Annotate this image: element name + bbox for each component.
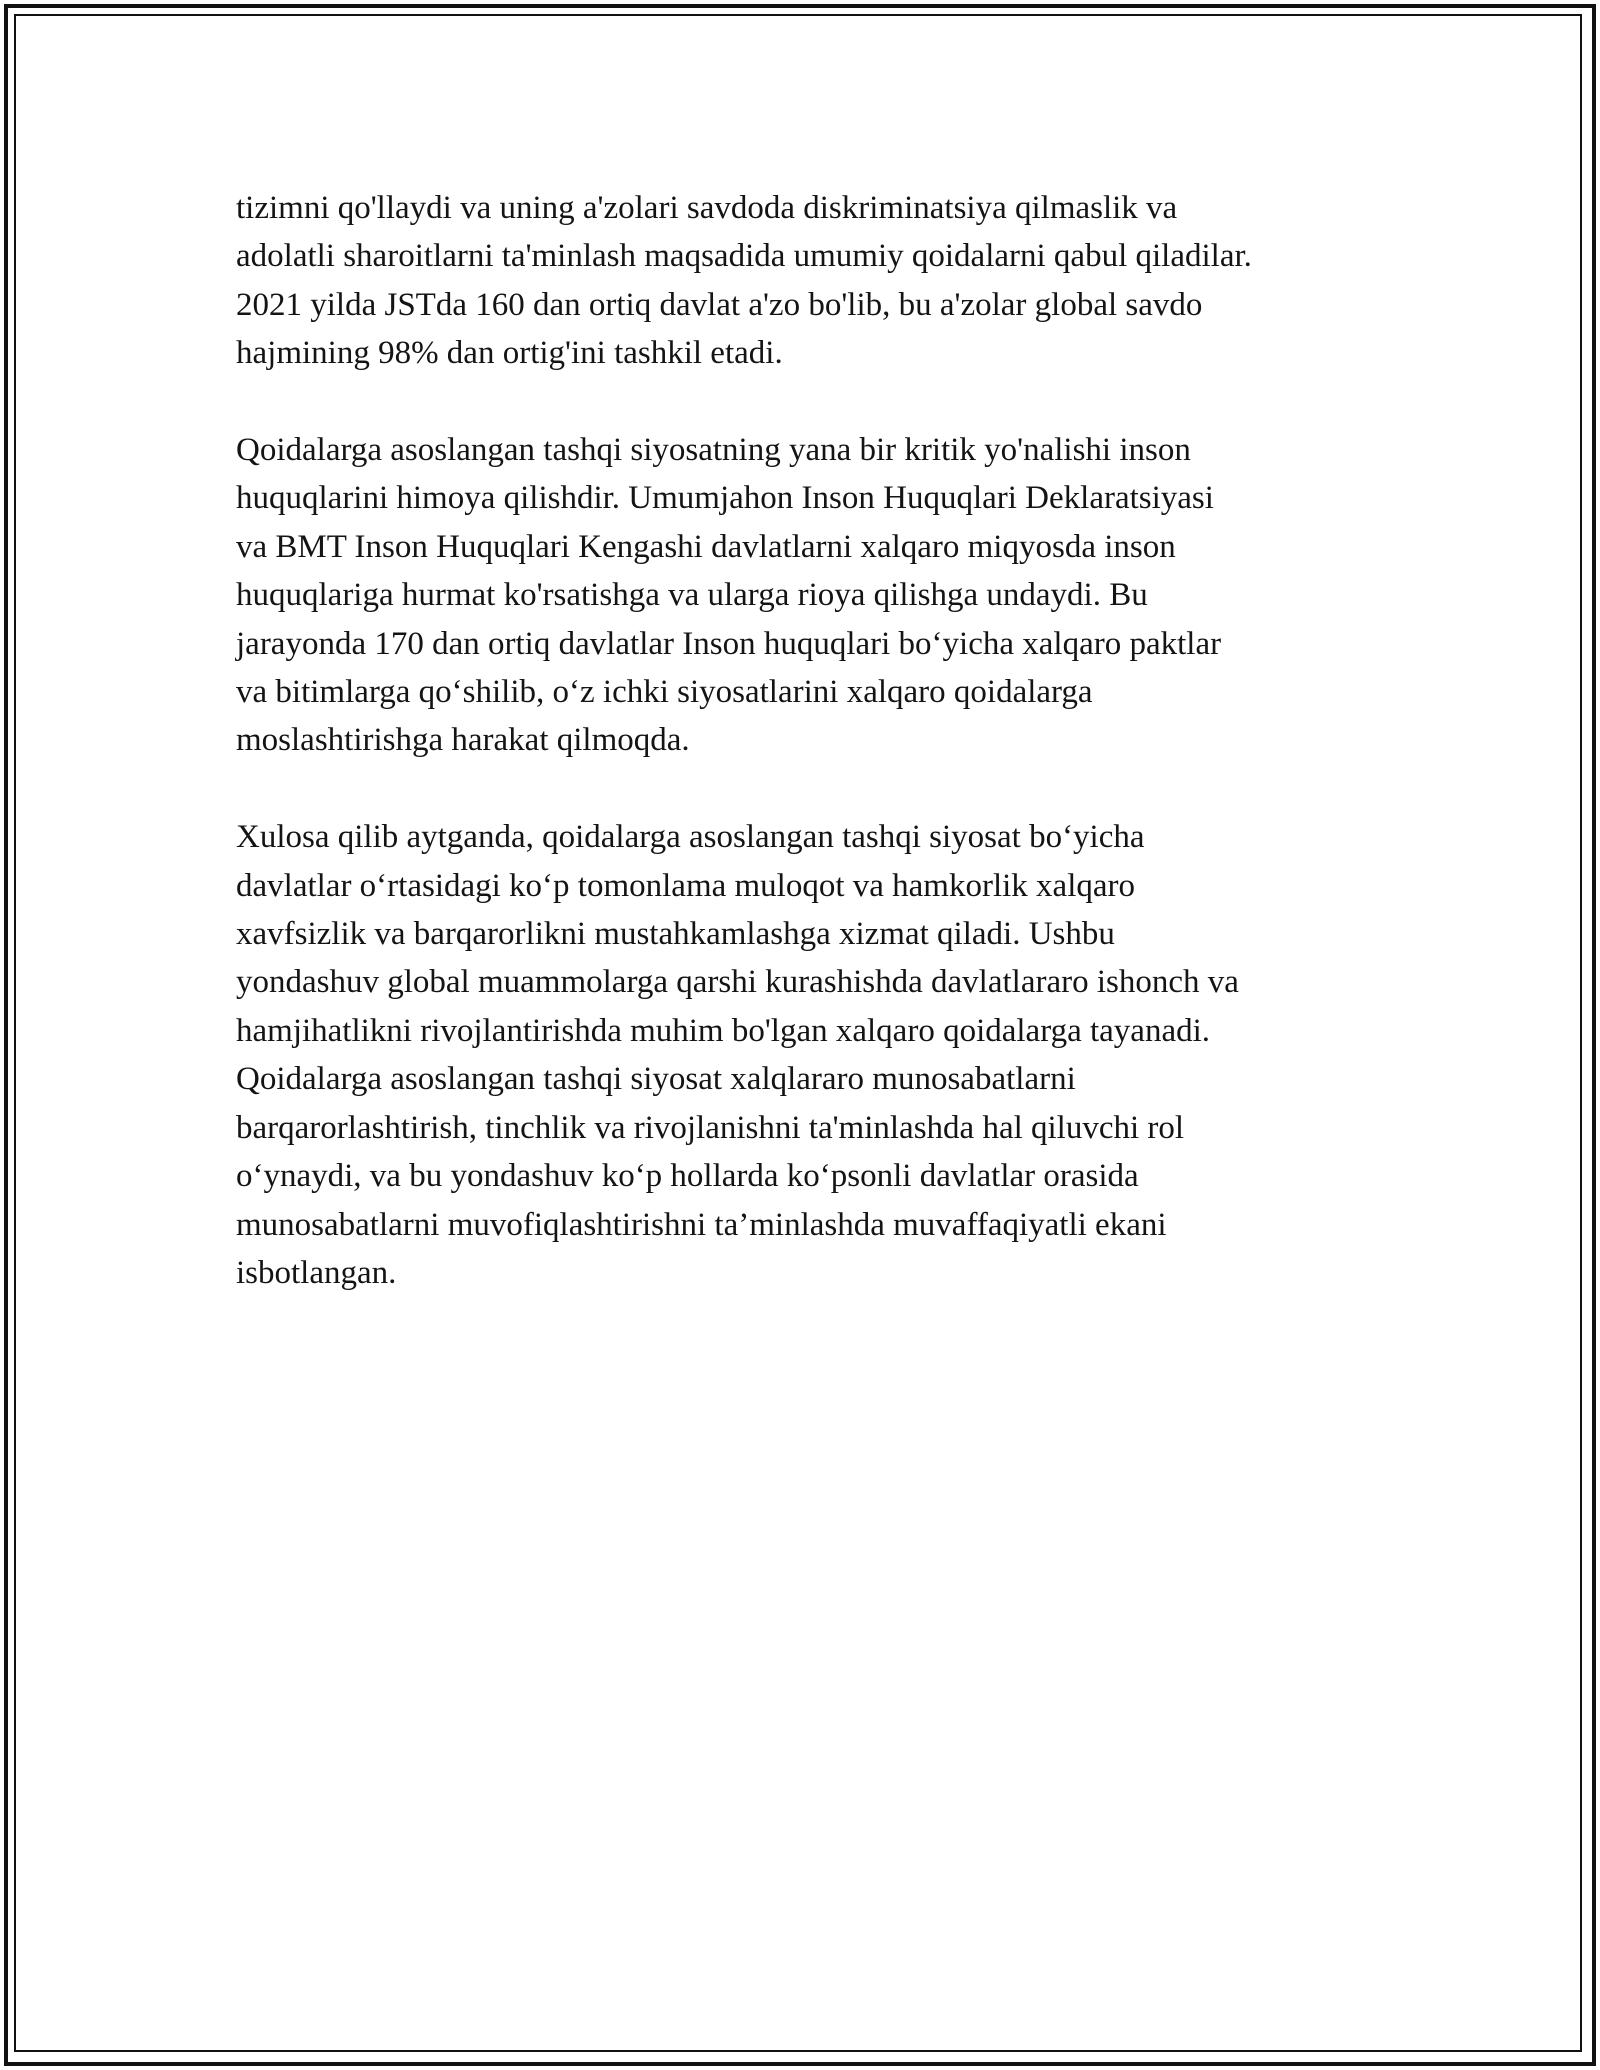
paragraph-conclusion [236,813,1386,1297]
text-line: tizimni qo'llaydi va uning a'zolari savdoda diskriminatsiya qilmaslik va [236,190,1178,226]
text-line: xavfsizlik va barqarorlikni mustahkamlashga xizmat qiladi. Ushbu [236,916,1115,953]
text-line: moslashtirishga harakat qilmoqda. [236,722,690,759]
text-line: Qoidalarga asoslangan tashqi siyosatning yana bir kritik yo'nalishi inson [236,432,1191,469]
text-line: munosabatlarni muvofiqlashtirishni ta’minlashda muvaffaqiyatli ekani [236,1206,1167,1243]
text-line: huquqlarini himoya qilishdir. Umumjahon Inson Huquqlari Deklaratsiyasi [236,480,1214,517]
text-line: o‘ynaydi, va bu yondashuv ko‘p hollarda ko‘psonli davlatlar orasida [236,1158,1139,1195]
text-line: va bitimlarga qo‘shilib, o‘z ichki siyosatlarini xalqaro qoidalarga [236,674,1093,711]
text-line: davlatlar o‘rtasidagi ko‘p tomonlama muloqot va hamkorlik xalqaro [236,867,1136,904]
text-line: yondashuv global muammolarga qarshi kurashishda davlatlararo ishonch va [236,964,1239,1001]
text-line: Qoidalarga asoslangan tashqi siyosat xalqlararo munosabatlarni [236,1061,1076,1098]
text-line: adolatli sharoitlarni ta'minlash maqsadida umumiy qoidalarni qabul qiladilar. [236,238,1252,275]
text-line: isbotlangan. [236,1254,397,1291]
text-line: huquqlariga hurmat ko'rsatishga va ularga rioya qilishga undaydi. Bu [236,577,1148,614]
paragraph-human-rights [236,426,1386,765]
text-line: hajmining 98% dan ortig'ini tashkil etadi. [236,335,783,372]
text-line: hamjihatlikni rivojlantirishda muhim bo'lgan xalqaro qoidalarga tayanadi. [236,1012,1211,1049]
document-body [236,184,1386,1346]
text-line: jarayonda 170 dan ortiq davlatlar Inson huquqlari bo‘yicha xalqaro paktlar [236,625,1222,662]
text-line: barqarorlashtirish, tinchlik va rivojlanishni ta'minlashda hal qiluvchi rol [236,1109,1185,1146]
text-line: Xulosa qilib aytganda, qoidalarga asoslangan tashqi siyosat bo‘yicha [236,819,1145,856]
text-line: va BMT Inson Huquqlari Kengashi davlatlarni xalqaro miqyosda inson [236,528,1176,565]
text-line: 2021 yilda JSTda 160 dan ortiq davlat a'zo bo'lib, bu a'zolar global savdo [236,286,1203,323]
paragraph-trade-rules [236,184,1386,378]
